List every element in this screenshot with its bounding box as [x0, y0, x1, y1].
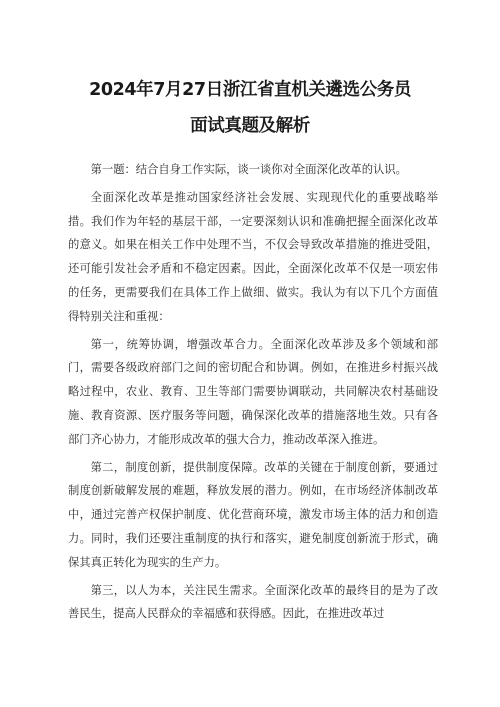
body-paragraph: 第二，制度创新，提供制度保障。改革的关键在于制度创新，要通过制度创新破解发展的难题，释放发展的潜力。例如，在市场经济体制改革中，通过完善产权保护制度、优化营商环境，激发市场主体的活力和创造力。同时，我们还要注重制度的执行和落实，避免制度创新流于形式，确保其真正转化为现实的生产力。: [68, 460, 438, 569]
document-title-line1: 2024年7月27日浙江省直机关遴选公务员: [89, 80, 411, 100]
body-paragraph: 第三，以人为本，关注民生需求。全面深化改革的最终目的是为了改善民生，提高人民群众的幸福感和获得感。因此，在推进改革过: [68, 583, 438, 621]
body-paragraph: 第一，统筹协调，增强改革合力。全面深化改革涉及多个领域和部门，需要各级政府部门之间的密切配合和协调。例如，在推进乡村振兴战略过程中，农业、教育、卫生等部门需要协调联动，共同解决农村基础设施、教育资源、医疗服务等问题，确保深化改革的措施落地生效。只有各部门齐心协力，才能形成改革的强大合力，推动改革深入推进。: [68, 337, 438, 446]
question-paragraph: 第一题：结合自身工作实际，谈一谈你对全面深化改革的认识。: [90, 163, 407, 176]
body-paragraph: 全面深化改革是推动国家经济社会发展、实现现代化的重要战略举措。我们作为年轻的基层干部，一定要深刻认识和准确把握全面深化改革的意义。如果在相关工作中处理不当，不仅会导致改革措施的推进受阻，还可能引发社会矛盾和不稳定因素。因此，全面深化改革不仅是一项宏伟的任务，更需要我们在具体工作上做细、做实。我认为有以下几个方面值得特别关注和重视：: [68, 190, 438, 323]
document-body: [68, 158, 438, 630]
document-title-line2: 面试真题及解析: [190, 116, 310, 136]
